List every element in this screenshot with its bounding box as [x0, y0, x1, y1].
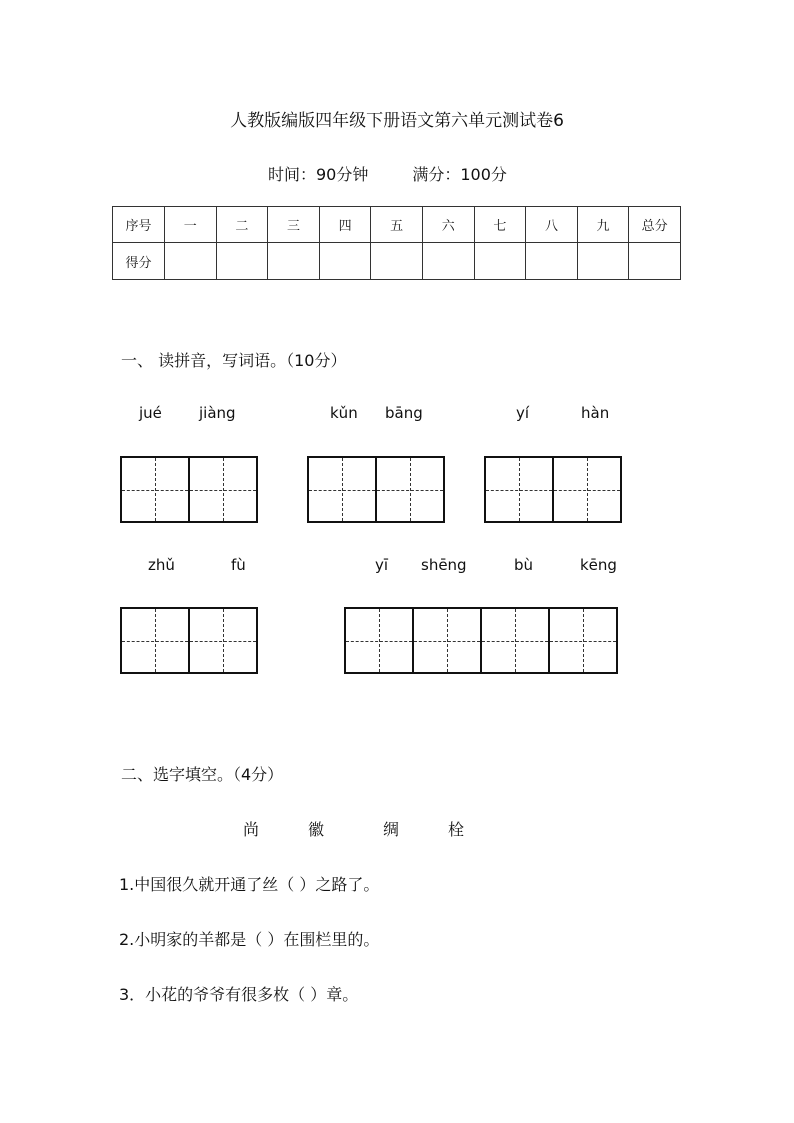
tianzige-cell[interactable]	[344, 607, 414, 674]
writing-grid-4[interactable]	[120, 607, 258, 674]
pinyin-label: bù	[514, 556, 534, 574]
score-input-cell[interactable]	[474, 243, 526, 280]
table-cell: 七	[474, 207, 526, 243]
pinyin-label: yī	[375, 556, 389, 574]
pinyin-label: bāng	[385, 404, 423, 422]
choice-char: 栓	[448, 820, 465, 839]
score-table-score-row	[113, 243, 681, 280]
table-cell: 四	[319, 207, 371, 243]
pinyin-label: hàn	[581, 404, 610, 422]
table-cell: 三	[268, 207, 320, 243]
table-cell: 九	[577, 207, 629, 243]
tianzige-cell[interactable]	[480, 607, 550, 674]
tianzige-cell[interactable]	[552, 456, 622, 523]
full-score: 满分：100分	[412, 165, 507, 184]
writing-grid-5[interactable]	[344, 607, 618, 674]
question-1: 1.中国很久就开通了丝（ ）之路了。	[119, 875, 380, 894]
score-input-cell[interactable]	[216, 243, 268, 280]
score-input-cell[interactable]	[371, 243, 423, 280]
tianzige-cell[interactable]	[307, 456, 377, 523]
table-cell: 八	[526, 207, 578, 243]
score-input-cell[interactable]	[165, 243, 217, 280]
score-table	[112, 206, 681, 280]
pinyin-label: zhǔ	[148, 556, 175, 574]
tianzige-cell[interactable]	[412, 607, 482, 674]
score-input-cell[interactable]	[629, 243, 681, 280]
tianzige-cell[interactable]	[484, 456, 554, 523]
character-choices	[308, 817, 324, 840]
character-choices	[383, 817, 399, 840]
score-input-cell[interactable]	[422, 243, 474, 280]
pinyin-label: fù	[231, 556, 246, 574]
table-cell: 二	[216, 207, 268, 243]
tianzige-cell[interactable]	[120, 456, 190, 523]
tianzige-cell[interactable]	[188, 607, 258, 674]
character-choices	[448, 817, 464, 840]
choice-char: 绸	[383, 820, 400, 839]
table-cell: 六	[422, 207, 474, 243]
exam-info	[268, 162, 507, 185]
writing-grid-3[interactable]	[484, 456, 622, 523]
pinyin-label: shēng	[421, 556, 467, 574]
question-2: 2.小明家的羊都是（ ）在围栏里的。	[119, 930, 380, 949]
pinyin-label: jiàng	[199, 404, 236, 422]
pinyin-label: kēng	[580, 556, 617, 574]
section1-title: 一、 读拼音，写词语。（10分）	[121, 351, 347, 370]
score-input-cell[interactable]	[577, 243, 629, 280]
table-cell: 一	[165, 207, 217, 243]
table-cell: 五	[371, 207, 423, 243]
pinyin-label: jué	[139, 404, 162, 422]
section2-title: 二、选字填空。（4分）	[121, 765, 284, 784]
choice-char: 徽	[308, 820, 325, 839]
tianzige-cell[interactable]	[120, 607, 190, 674]
score-input-cell[interactable]	[526, 243, 578, 280]
table-cell: 得分	[113, 243, 165, 280]
table-cell: 序号	[113, 207, 165, 243]
question-3: 3．小花的爷爷有很多枚（ ）章。	[119, 985, 359, 1004]
tianzige-cell[interactable]	[548, 607, 618, 674]
tianzige-cell[interactable]	[375, 456, 445, 523]
writing-grid-1[interactable]	[120, 456, 258, 523]
score-input-cell[interactable]	[268, 243, 320, 280]
time-limit: 时间：90分钟	[268, 165, 369, 184]
page-title: 人教版编版四年级下册语文第六单元测试卷6	[230, 111, 564, 131]
choice-char: 尚	[243, 820, 260, 839]
score-input-cell[interactable]	[319, 243, 371, 280]
pinyin-label: kǔn	[330, 404, 358, 422]
pinyin-label: yí	[516, 404, 530, 422]
writing-grid-2[interactable]	[307, 456, 445, 523]
character-choices	[243, 817, 259, 840]
tianzige-cell[interactable]	[188, 456, 258, 523]
table-cell: 总分	[629, 207, 681, 243]
score-table-header-row	[113, 207, 681, 243]
